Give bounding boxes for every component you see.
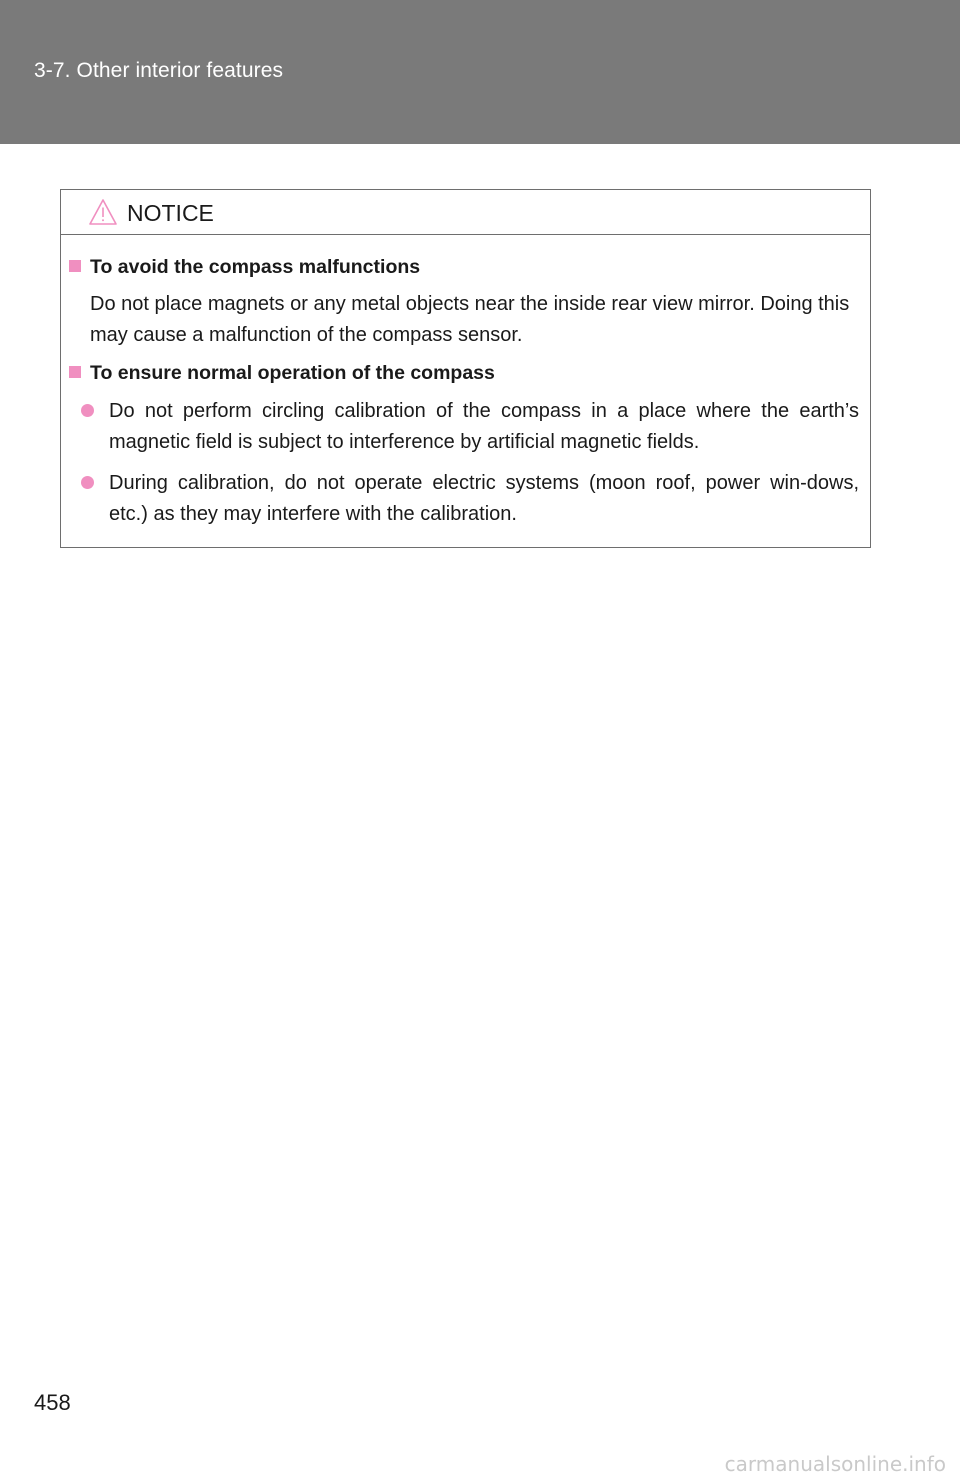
list-item-text: Do not perform circling calibration of the compass in a place where the earth’s magnetic field is subject to interference by artificial magnetic fields. (109, 400, 859, 453)
notice-title: NOTICE (127, 200, 214, 226)
notice-header (61, 190, 870, 235)
notice-box (60, 189, 871, 548)
warning-triangle-icon (88, 198, 118, 226)
section-title: 3-7. Other interior features (34, 59, 284, 82)
section-heading-text: To avoid the compass malfunctions (90, 256, 421, 278)
list-item (81, 396, 859, 458)
round-bullet-icon (81, 476, 94, 489)
section-heading-text: To ensure normal operation of the compass (90, 362, 495, 384)
round-bullet-icon (81, 404, 94, 417)
section-heading (69, 256, 420, 279)
section-paragraph: Do not place magnets or any metal objects near the inside rear view mirror. Doing this may cause a malfunction of the compass sensor. (90, 293, 850, 346)
section-heading (69, 362, 495, 385)
header-band (0, 0, 960, 144)
square-bullet-icon (69, 366, 81, 378)
list-item-text: During calibration, do not operate electric systems (moon roof, power win-dows, etc.) as they may interfere with the calibration. (109, 472, 859, 525)
square-bullet-icon (69, 260, 81, 272)
watermark: carmanualsonline.info (724, 1452, 946, 1476)
page-number: 458 (34, 1390, 71, 1415)
list-item (81, 468, 859, 530)
